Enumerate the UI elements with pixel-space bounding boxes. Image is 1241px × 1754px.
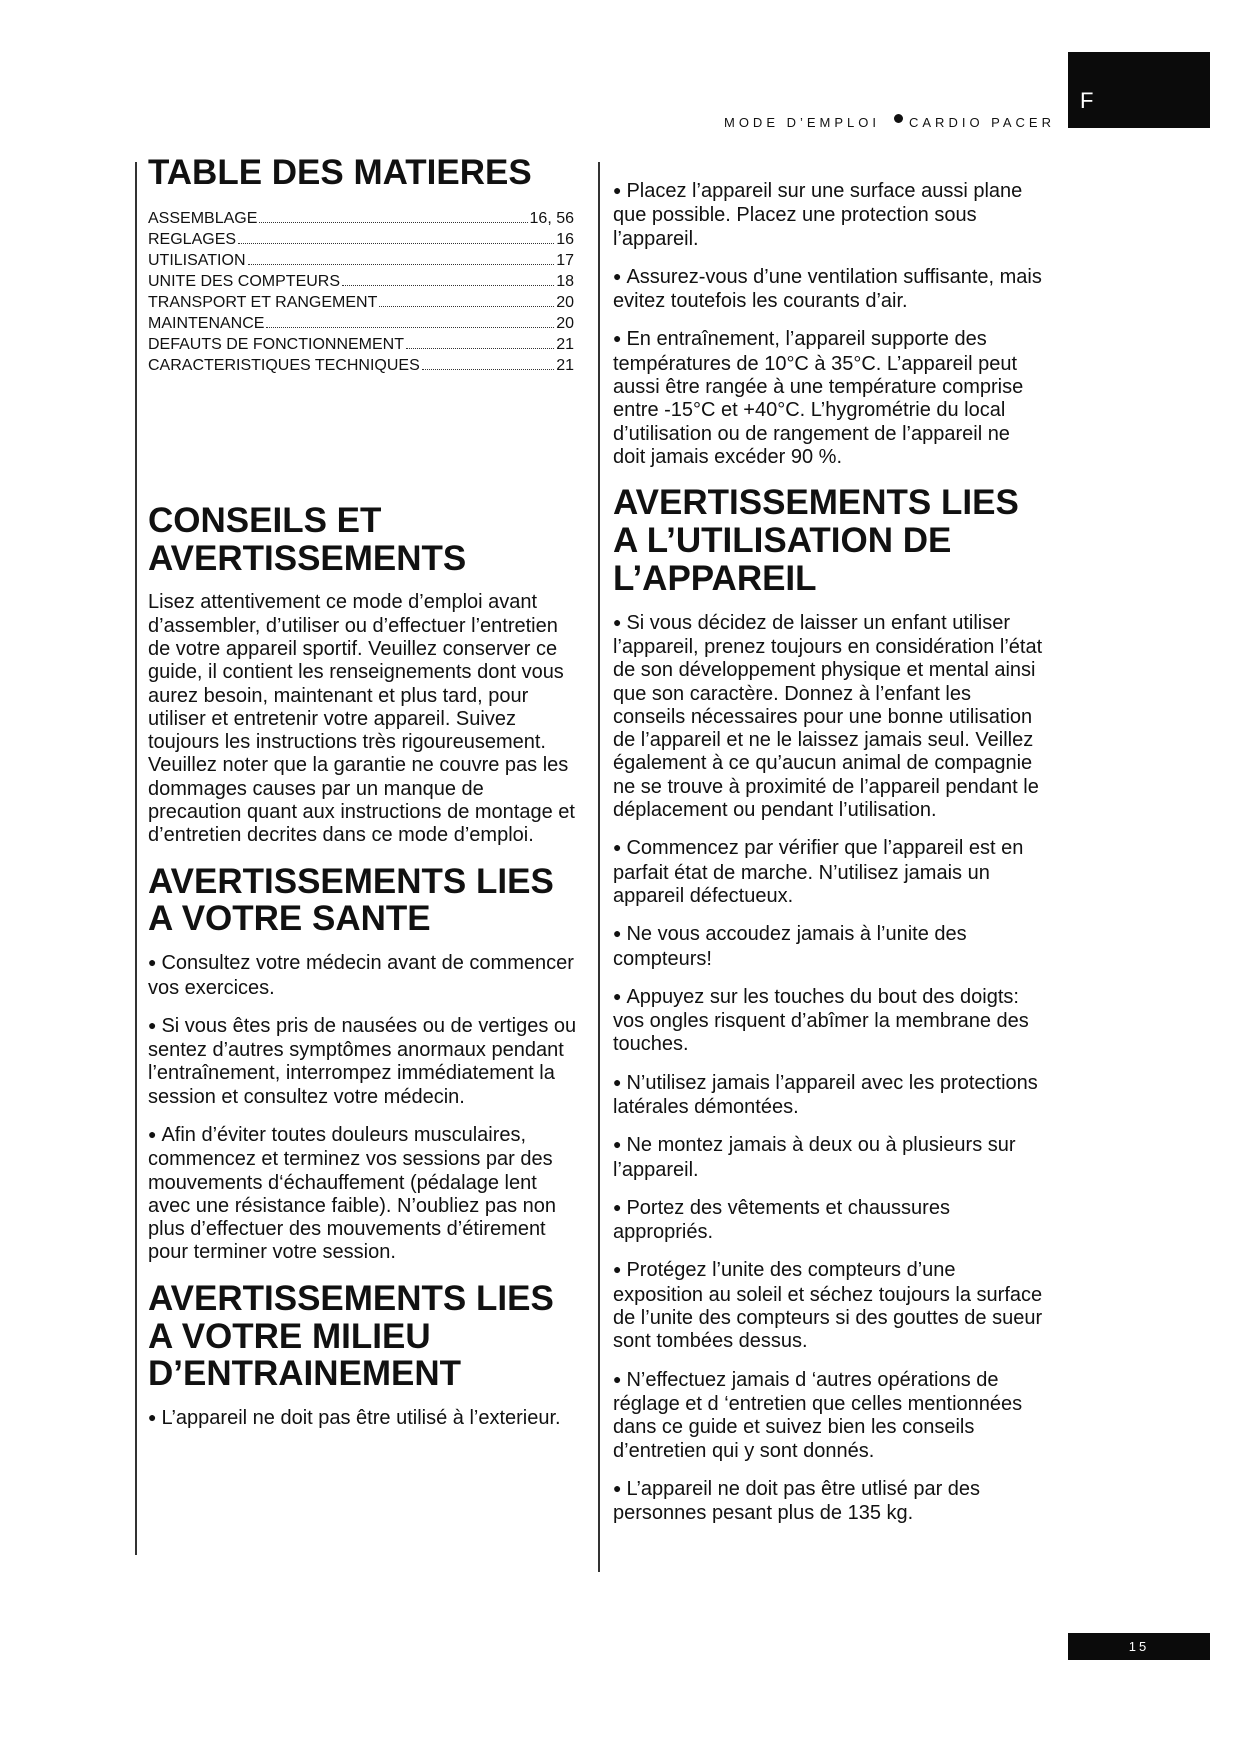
toc-entry[interactable] [148, 229, 574, 250]
utilisation-heading: AVERTISSEMENTS LIES A L’UTILISATION DE L’APPAREIL [613, 483, 1019, 598]
toc-entry[interactable] [148, 292, 574, 313]
utilisation-bullet: ● Commencez par vérifier que l’appareil est en parfait état de marche. N’utilisez jamais un appareil défectueux. [613, 837, 1043, 908]
toc-entry-page: 17 [556, 251, 574, 269]
conseils-body: Lisez attentivement ce mode d’emploi avant d’assembler, d’utiliser ou d’effectuer l’entretien de votre appareil sportif. Veuillez conserver ce guide, il contient les renseignements dont vous aurez besoin, maintenant et plus tard, pour utiliser et entretenir votre appareil. Suivez toujours les instructions très rigoureusement. Veuillez noter que la garantie ne couvre pas les dommages causes par un manque de precaution quant aux instructions de montage et d’entretien decrites dans ce mode d’emploi. [148, 591, 575, 847]
left-column [148, 155, 578, 1446]
toc-entry-page: 16 [556, 230, 574, 248]
toc-entry-title: UTILISATION [148, 251, 246, 269]
sante-bullet: ● Si vous êtes pris de nausées ou de vertiges ou sentez d’autres symptômes anormaux pendant l’entraînement, interrompez immédiatement la session et consultez votre médecin. [148, 1015, 578, 1109]
doc-type: MODE D’EMPLOI [723, 115, 880, 130]
utilisation-bullet: ● Appuyez sur les touches du bout des doigts: vos ongles risquent d’abîmer la membrane des touches. [613, 986, 1043, 1057]
toc-entry-title: REGLAGES [148, 230, 237, 248]
section-letter: F [1080, 88, 1094, 113]
toc-entry-page: 20 [556, 293, 574, 311]
milieu-bullet: ● Assurez-vous d’une ventilation suffisante, mais evitez toutefois les courants d’air. [613, 266, 1043, 314]
toc-entry-page: 16, 56 [529, 209, 574, 227]
utilisation-bullet: ● Ne montez jamais à deux ou à plusieurs sur l’appareil. [613, 1134, 1043, 1182]
utilisation-bullet: ● Portez des vêtements et chaussures appropriés. [613, 1197, 1043, 1245]
table-of-contents [148, 208, 574, 376]
utilisation-bullet: ● Protégez l’unite des compteurs d’une exposition au soleil et séchez toujours la surface de l’unite des compteurs si des gouttes de sueur sont tombées dessus. [613, 1259, 1043, 1353]
toc-entry-title: TRANSPORT ET RANGEMENT [148, 293, 378, 311]
utilisation-bullet: ● Ne vous accoudez jamais à l’unite des compteurs! [613, 923, 1043, 971]
sante-heading: AVERTISSEMENTS LIES A VOTRE SANTE [148, 861, 554, 939]
toc-entry-title: ASSEMBLAGE [148, 209, 258, 227]
milieu-heading: AVERTISSEMENTS LIES A VOTRE MILIEU D’ENTRAINEMENT [148, 1278, 554, 1394]
toc-title: TABLE DES MATIERES [148, 153, 532, 192]
toc-entry-page: 21 [556, 335, 574, 353]
sante-bullet: ● Afin d’éviter toutes douleurs musculaires, commencez et terminez vos sessions par des mouvements d‘échauffement (pédalage lent avec une résistance faible). N’oubliez pas non plus d’effectuer des mouvements d’étirement pour terminer votre session. [148, 1124, 578, 1265]
milieu-bullet: ● En entraînement, l’appareil supporte des températures de 10°C à 35°C. L’appareil peut aussi être rangée à une température comprise entre -15°C et +40°C. L’hygrométrie du local d’utilisation ou de rangement de l’appareil ne doit jamais excéder 90 %. [613, 328, 1043, 469]
toc-entry[interactable] [148, 208, 574, 229]
milieu-bullet: ● Placez l’appareil sur une surface aussi plane que possible. Placez une protection sous l’appareil. [613, 180, 1043, 251]
utilisation-bullet: ● Si vous décidez de laisser un enfant utiliser l’appareil, prenez toujours en considération l’état de son développement physique et mental ainsi que son caractère. Donnez à l’enfant les conseils nécessaires pour une bonne utilisation de l’appareil et ne le laissez jamais seul. Veillez également à ce qu’aucun animal de compagnie ne se trouve à proximité de l’appareil pendant le déplacement ou pendant l’utilisation. [613, 612, 1043, 823]
toc-entry[interactable] [148, 250, 574, 271]
toc-entry-page: 21 [556, 356, 574, 374]
milieu-bullet: ● L’appareil ne doit pas être utilisé à l’exterieur. [148, 1407, 578, 1431]
toc-entry[interactable] [148, 334, 574, 355]
utilisation-bullet: ● N’utilisez jamais l’appareil avec les protections latérales démontées. [613, 1072, 1043, 1120]
toc-entry[interactable] [148, 313, 574, 334]
toc-entry-title: CARACTERISTIQUES TECHNIQUES [148, 356, 420, 374]
running-header [724, 115, 1055, 130]
utilisation-bullet: ● L’appareil ne doit pas être utlisé par des personnes pesant plus de 135 kg. [613, 1478, 1043, 1526]
toc-entry[interactable] [148, 355, 574, 376]
toc-entry[interactable] [148, 271, 574, 292]
toc-entry-title: UNITE DES COMPTEURS [148, 272, 341, 290]
toc-entry-page: 20 [556, 314, 574, 332]
page-number: 15 [1068, 1633, 1210, 1660]
section-tab [1068, 52, 1210, 128]
toc-entry-title: MAINTENANCE [148, 314, 265, 332]
toc-entry-page: 18 [556, 272, 574, 290]
bullet-dot-icon [894, 114, 903, 123]
right-column [613, 180, 1043, 1540]
left-column-rule [135, 162, 137, 1555]
conseils-heading: CONSEILS ET AVERTISSEMENTS [148, 500, 467, 578]
product-name: CARDIO PACER [909, 115, 1055, 130]
right-column-rule [598, 162, 600, 1572]
utilisation-bullet: ● N’effectuez jamais d ‘autres opérations de réglage et d ‘entretien que celles mentionnées dans ce guide et suivez bien les conseils d’entretien qui y sont donnés. [613, 1369, 1043, 1463]
toc-entry-title: DEFAUTS DE FONCTIONNEMENT [148, 335, 405, 353]
sante-bullet: ● Consultez votre médecin avant de commencer vos exercices. [148, 952, 578, 1000]
